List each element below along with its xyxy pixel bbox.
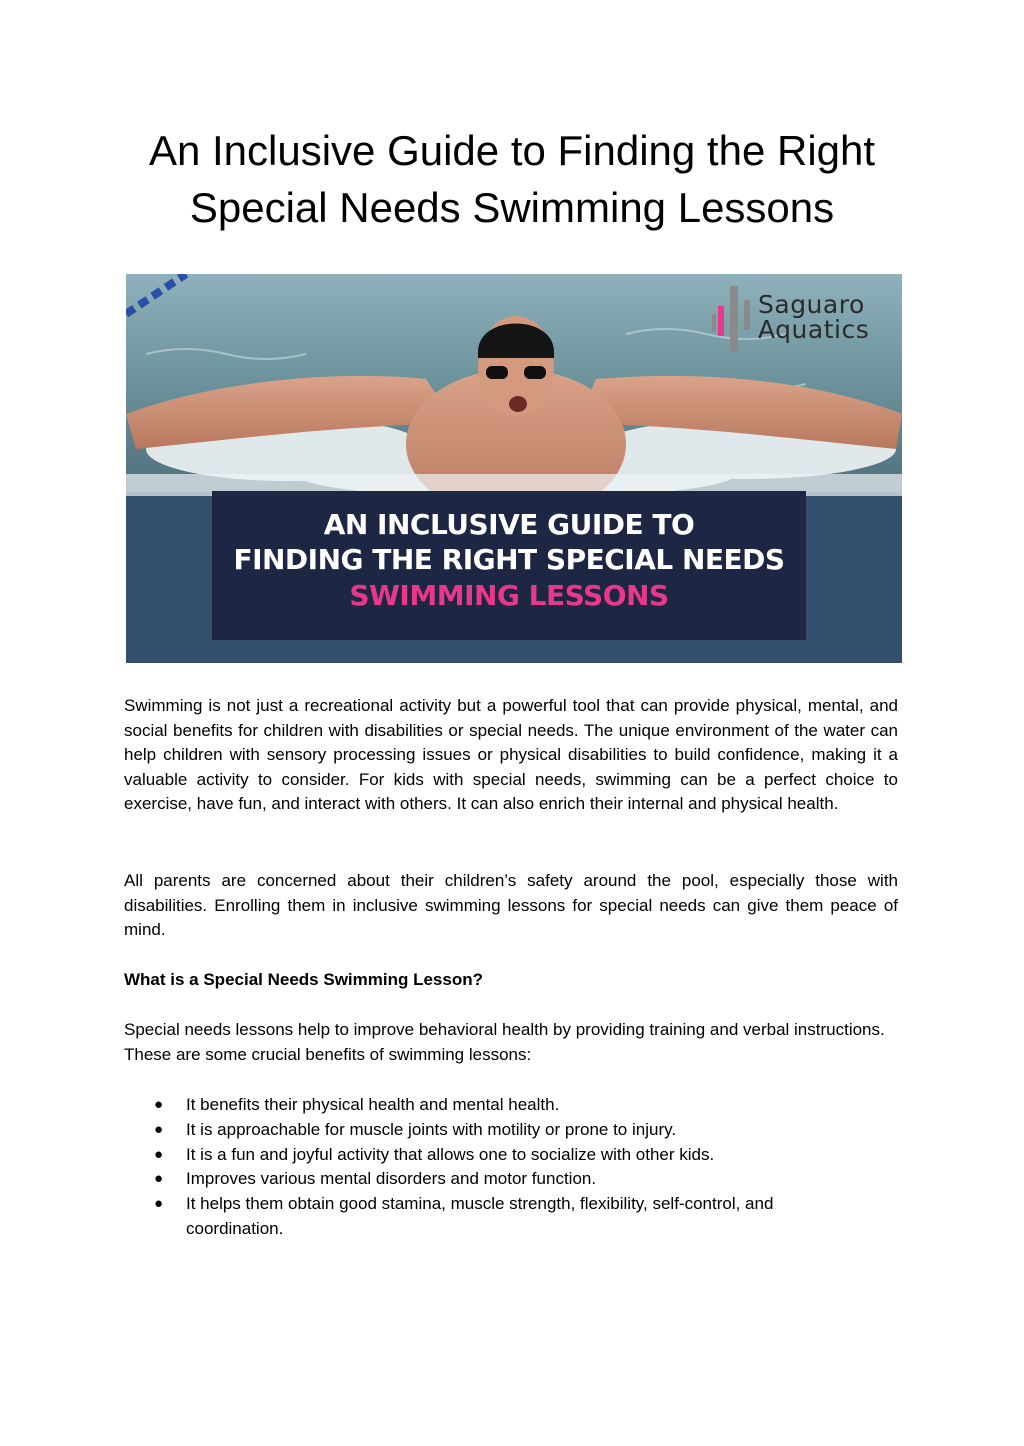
- list-item: [124, 1118, 898, 1143]
- list-item: [124, 1192, 898, 1242]
- list-item: [124, 1093, 898, 1118]
- safety-paragraph: All parents are concerned about their children’s safety around the pool, especially those with disabilities. Enrolling them in inclusive swimming lessons for special needs can give them peace of mind.: [124, 871, 898, 940]
- list-item-text: It helps them obtain good stamina, muscle strength, flexibility, self-control, and coordination.: [186, 1194, 774, 1238]
- intro-paragraph: Swimming is not just a recreational activity but a powerful tool that can provide physical, mental, and social benefits for children with disabilities or special needs. The unique environment of the water can help children with sensory processing issues or physical disabilities to build confidence, making it a valuable activity to consider. For kids with special needs, swimming can be a perfect choice to exercise, have fun, and interact with others. It can also enrich their internal and physical health.: [124, 696, 898, 814]
- bullet-icon: ●: [154, 1195, 164, 1213]
- hero-image: [126, 274, 902, 663]
- list-item-text: It is a fun and joyful activity that allows one to socialize with other kids.: [186, 1144, 715, 1164]
- list-item-text: Improves various mental disorders and motor function.: [186, 1169, 597, 1189]
- bullet-icon: ●: [154, 1096, 164, 1113]
- bullet-icon: ●: [154, 1170, 164, 1188]
- list-item-text: It is approachable for muscle joints with motility or prone to injury.: [186, 1119, 677, 1139]
- list-item-text: It benefits their physical health and mental health.: [186, 1095, 560, 1114]
- list-item: [124, 1167, 898, 1192]
- logo-text-line-1: Saguaro: [758, 290, 865, 319]
- list-item: [124, 1143, 898, 1168]
- section-heading: What is a Special Needs Swimming Lesson?: [124, 970, 483, 989]
- logo-text-line-2: Aquatics: [758, 315, 870, 344]
- cactus-icon: [712, 286, 756, 354]
- bullet-icon: ●: [154, 1120, 164, 1138]
- hero-banner: [212, 491, 806, 640]
- page-title: [100, 122, 924, 236]
- banner-line-1: AN INCLUSIVE GUIDE TO: [323, 508, 695, 541]
- benefits-intro-paragraph: Special needs lessons help to improve behavioral health by providing training and verbal instructions. These are some crucial benefits of swimming lessons:: [124, 1020, 885, 1064]
- banner-line-2: FINDING THE RIGHT SPECIAL NEEDS: [233, 543, 785, 576]
- title-line-1: An Inclusive Guide to Finding the Right: [148, 127, 876, 174]
- benefits-list: [124, 1093, 898, 1242]
- title-line-2: Special Needs Swimming Lessons: [189, 184, 835, 231]
- bullet-icon: ●: [154, 1145, 164, 1163]
- banner-line-3: SWIMMING LESSONS: [349, 579, 669, 612]
- saguaro-aquatics-logo: [712, 286, 892, 354]
